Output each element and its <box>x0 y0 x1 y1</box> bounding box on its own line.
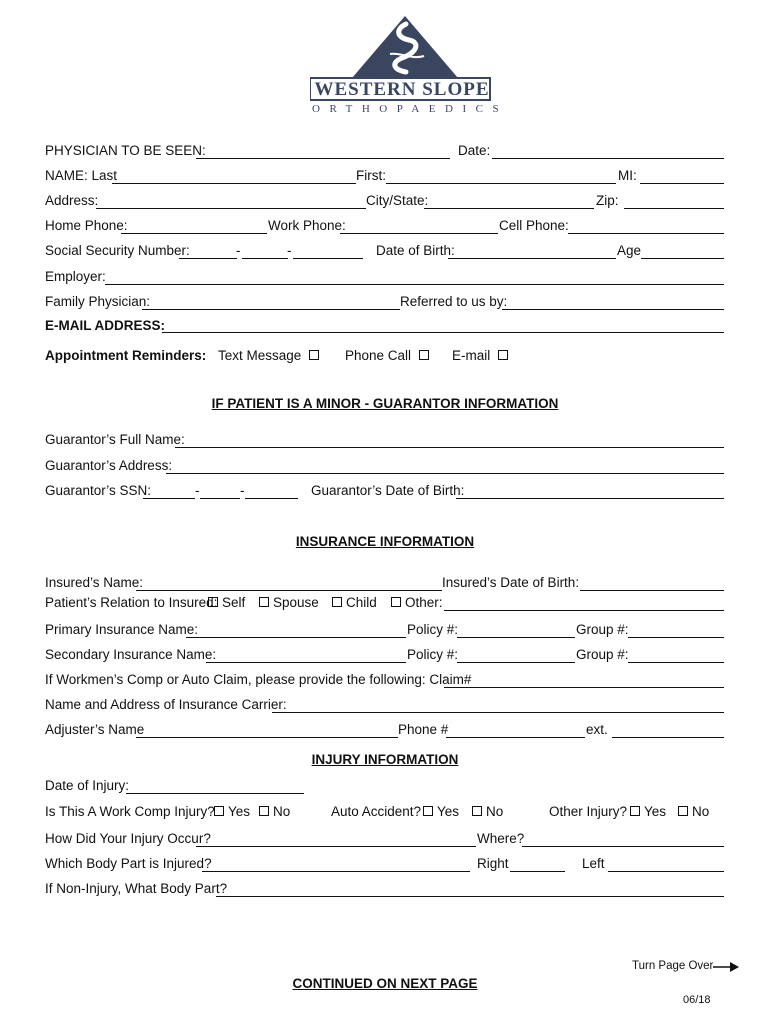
secondary-policy-field[interactable] <box>457 662 575 663</box>
reminder-email-label: E-mail <box>452 348 491 363</box>
cell-phone-field[interactable] <box>568 233 724 234</box>
adjuster-field[interactable] <box>136 737 398 738</box>
where-label: Where? <box>477 831 525 846</box>
auto-yes-option[interactable] <box>423 804 459 820</box>
reminder-phone-option[interactable] <box>345 348 432 364</box>
reminder-phone-label: Phone Call <box>345 348 412 363</box>
email-field[interactable] <box>162 332 724 333</box>
first-name-label: First: <box>356 168 386 183</box>
relation-spouse-checkbox[interactable] <box>259 597 269 607</box>
adjuster-phone-field[interactable] <box>446 737 585 738</box>
primary-group-label: Group #: <box>576 622 629 637</box>
referred-field[interactable] <box>502 309 724 310</box>
turn-page-label: Turn Page Over <box>632 960 714 972</box>
auto-yes-checkbox[interactable] <box>423 806 433 816</box>
other-yes-label: Yes <box>644 804 667 819</box>
home-phone-field[interactable] <box>121 233 267 234</box>
relation-child-option[interactable] <box>332 595 377 611</box>
relation-other-label: Other: <box>405 595 443 610</box>
work-comp-yes-label: Yes <box>228 804 251 819</box>
primary-insurance-field[interactable] <box>186 637 406 638</box>
guarantor-address-field[interactable] <box>166 473 724 474</box>
work-phone-field[interactable] <box>340 233 498 234</box>
logo-line-1: WESTERN SLOPE <box>314 79 490 100</box>
guarantor-ssn-part-1[interactable] <box>143 498 195 499</box>
relation-other-field[interactable] <box>444 610 724 611</box>
relation-self-checkbox[interactable] <box>208 597 218 607</box>
first-name-field[interactable] <box>386 183 616 184</box>
secondary-insurance-field[interactable] <box>206 662 406 663</box>
where-field[interactable] <box>522 846 724 847</box>
work-comp-no-checkbox[interactable] <box>259 806 269 816</box>
other-no-option[interactable] <box>678 804 709 820</box>
guarantor-name-label: Guarantor’s Full Name: <box>45 432 185 447</box>
guarantor-ssn-part-2[interactable] <box>200 498 240 499</box>
reminder-email-option[interactable] <box>452 348 511 364</box>
guarantor-ssn-label: Guarantor’s SSN: <box>45 483 152 498</box>
address-label: Address: <box>45 193 99 208</box>
zip-label: Zip: <box>596 193 619 208</box>
adjuster-ext-label: ext. <box>586 722 608 737</box>
auto-no-option[interactable] <box>472 804 503 820</box>
cell-phone-label: Cell Phone: <box>499 218 569 233</box>
city-state-field[interactable] <box>424 208 594 209</box>
age-field[interactable] <box>641 258 724 259</box>
auto-no-label: No <box>486 804 504 819</box>
age-label: Age <box>617 243 642 258</box>
reminder-text-option[interactable] <box>218 348 322 364</box>
date-label: Date: <box>458 143 491 158</box>
guarantor-dob-label: Guarantor’s Date of Birth: <box>311 483 465 498</box>
other-no-label: No <box>692 804 710 819</box>
carrier-label: Name and Address of Insurance Carrier: <box>45 697 287 712</box>
work-comp-yes-checkbox[interactable] <box>214 806 224 816</box>
right-label: Right <box>477 856 509 871</box>
reminders-label: Appointment Reminders: <box>45 348 207 363</box>
auto-yes-label: Yes <box>437 804 460 819</box>
claim-field[interactable] <box>444 687 724 688</box>
ssn-part-3[interactable] <box>293 258 363 259</box>
non-injury-label: If Non-Injury, What Body Part? <box>45 881 228 896</box>
reminder-phone-checkbox[interactable] <box>419 350 429 360</box>
employer-label: Employer: <box>45 269 106 284</box>
name-last-field[interactable] <box>112 183 356 184</box>
claim-label: If Workmen’s Comp or Auto Claim, please provide the following: Claim# <box>45 672 472 687</box>
referred-label: Referred to us by: <box>400 294 508 309</box>
dob-field[interactable] <box>448 258 616 259</box>
guarantor-address-label: Guarantor’s Address: <box>45 458 173 473</box>
primary-insurance-label: Primary Insurance Name: <box>45 622 199 637</box>
primary-group-field[interactable] <box>628 637 724 638</box>
home-phone-label: Home Phone: <box>45 218 128 233</box>
guarantor-heading: IF PATIENT IS A MINOR - GUARANTOR INFORMATION <box>211 396 559 411</box>
ssn-dash-1: - <box>236 243 241 258</box>
secondary-group-field[interactable] <box>628 662 724 663</box>
dob-label: Date of Birth: <box>376 243 455 258</box>
insured-dob-field[interactable] <box>580 590 724 591</box>
work-comp-label: Is This A Work Comp Injury? <box>45 804 215 819</box>
reminder-text-label: Text Message <box>218 348 302 363</box>
employer-field[interactable] <box>105 284 724 285</box>
guarantor-name-field[interactable] <box>175 447 724 448</box>
body-part-label: Which Body Part is Injured? <box>45 856 212 871</box>
guarantor-dob-field[interactable] <box>456 498 724 499</box>
auto-accident-label: Auto Accident? <box>331 804 422 819</box>
secondary-group-label: Group #: <box>576 647 629 662</box>
secondary-insurance-label: Secondary Insurance Name: <box>45 647 217 662</box>
work-comp-yes-option[interactable] <box>214 804 250 820</box>
ssn-label: Social Security Number: <box>45 243 190 258</box>
arrow-right-icon <box>713 961 739 973</box>
insured-name-label: Insured’s Name: <box>45 575 144 590</box>
reminder-email-checkbox[interactable] <box>498 350 508 360</box>
other-injury-label: Other Injury? <box>549 804 628 819</box>
relation-child-checkbox[interactable] <box>332 597 342 607</box>
mi-field[interactable] <box>640 183 724 184</box>
insured-dob-label: Insured’s Date of Birth: <box>442 575 580 590</box>
non-injury-field[interactable] <box>216 896 724 897</box>
carrier-field[interactable] <box>272 712 724 713</box>
zip-field[interactable] <box>624 208 724 209</box>
injury-heading: INJURY INFORMATION <box>311 752 459 767</box>
adjuster-label: Adjuster’s Name <box>45 722 145 737</box>
work-phone-label: Work Phone: <box>268 218 346 233</box>
guarantor-ssn-part-3[interactable] <box>245 498 298 499</box>
auto-no-checkbox[interactable] <box>472 806 482 816</box>
injury-date-field[interactable] <box>126 793 304 794</box>
name-last-label: NAME: Last <box>45 168 118 183</box>
work-comp-no-label: No <box>273 804 291 819</box>
left-label: Left <box>582 856 605 871</box>
how-injury-field[interactable] <box>196 846 476 847</box>
ssn-part-2[interactable] <box>242 258 288 259</box>
logo-line-2: ORTHOPAEDICS <box>312 103 509 115</box>
right-field[interactable] <box>510 871 565 872</box>
relation-other-option[interactable] <box>391 595 443 611</box>
form-version: 06/18 <box>683 994 711 1006</box>
ssn-dash-2: - <box>287 243 292 258</box>
relation-self-option[interactable] <box>208 595 245 611</box>
body-part-field[interactable] <box>202 871 470 872</box>
left-field[interactable] <box>608 871 724 872</box>
email-label: E-MAIL ADDRESS: <box>45 318 166 333</box>
adjuster-ext-field[interactable] <box>612 737 724 738</box>
address-field[interactable] <box>96 208 366 209</box>
relation-child-label: Child <box>346 595 377 610</box>
insurance-heading: INSURANCE INFORMATION <box>295 534 475 549</box>
city-state-label: City/State: <box>366 193 429 208</box>
date-field[interactable] <box>492 158 724 159</box>
relation-label: Patient’s Relation to Insured: <box>45 595 218 610</box>
primary-policy-field[interactable] <box>457 637 575 638</box>
mi-label: MI: <box>618 168 637 183</box>
relation-other-checkbox[interactable] <box>391 597 401 607</box>
work-comp-no-option[interactable] <box>259 804 290 820</box>
primary-policy-label: Policy #: <box>407 622 459 637</box>
physician-field[interactable] <box>196 158 450 159</box>
relation-spouse-label: Spouse <box>273 595 319 610</box>
relation-self-label: Self <box>222 595 246 610</box>
practice-logo <box>310 14 509 122</box>
other-yes-option[interactable] <box>630 804 666 820</box>
reminder-text-checkbox[interactable] <box>309 350 319 360</box>
how-injury-label: How Did Your Injury Occur? <box>45 831 211 846</box>
adjuster-phone-label: Phone # <box>398 722 449 737</box>
guarantor-ssn-dash-2: - <box>240 483 245 498</box>
relation-spouse-option[interactable] <box>259 595 319 611</box>
physician-label: PHYSICIAN TO BE SEEN: <box>45 143 206 158</box>
secondary-policy-label: Policy #: <box>407 647 459 662</box>
ssn-part-1[interactable] <box>179 258 237 259</box>
family-physician-field[interactable] <box>142 309 400 310</box>
guarantor-ssn-dash-1: - <box>195 483 200 498</box>
injury-date-label: Date of Injury: <box>45 778 130 793</box>
other-no-checkbox[interactable] <box>678 806 688 816</box>
family-physician-label: Family Physician: <box>45 294 151 309</box>
insured-name-field[interactable] <box>136 590 442 591</box>
continued-label: CONTINUED ON NEXT PAGE <box>292 976 478 991</box>
other-yes-checkbox[interactable] <box>630 806 640 816</box>
